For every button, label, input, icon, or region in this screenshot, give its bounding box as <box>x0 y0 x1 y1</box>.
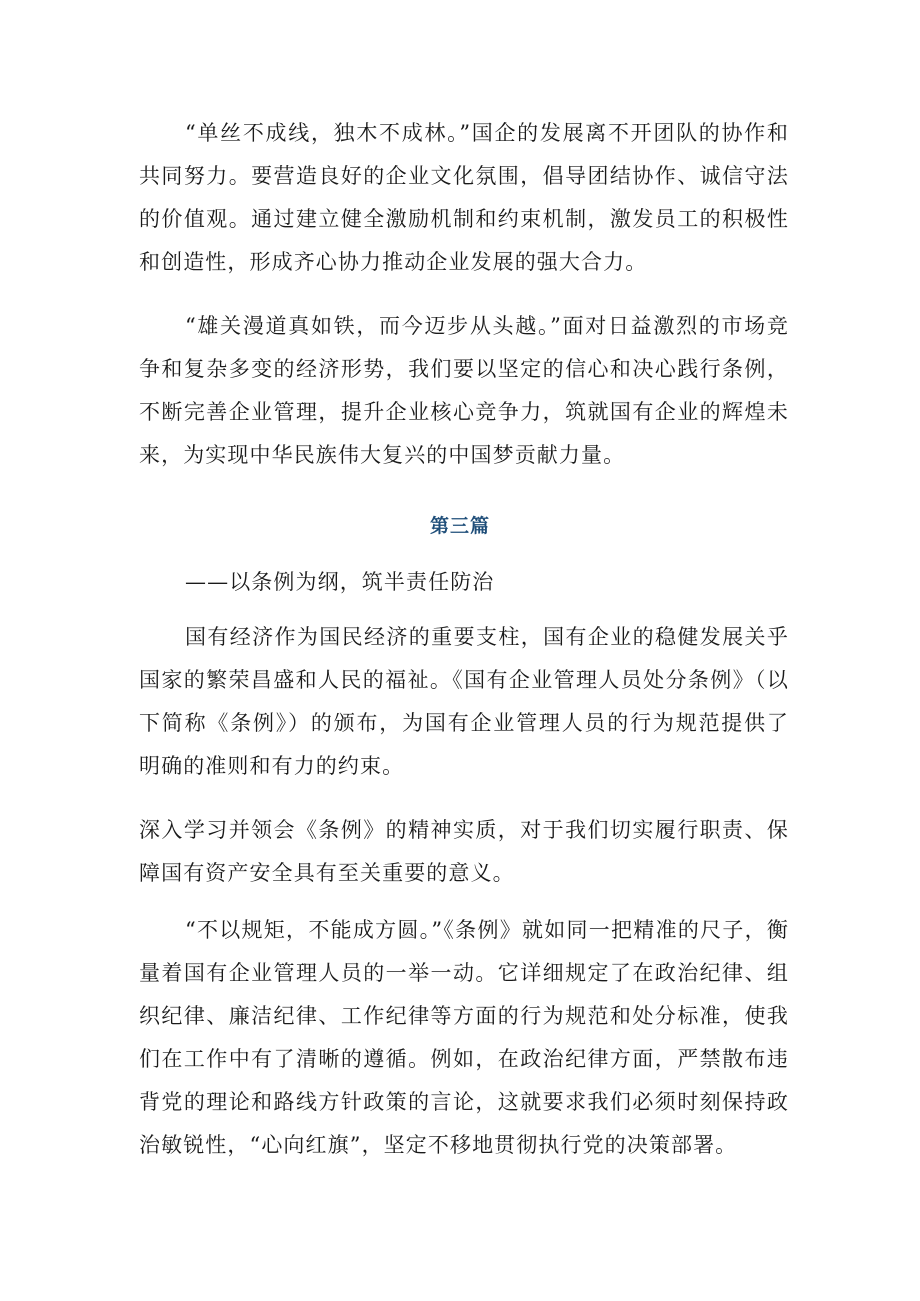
section-heading: 第三篇 <box>429 515 490 537</box>
paragraph-team-cooperation: “单丝不成线，独木不成林。”国企的发展离不开团队的协作和共同努力。要营造良好的企业文化氛围，倡导团结协作、诚信守法的价值观。通过建立健全激励机制和约束机制，激发员工的积极性和创造性，形成齐心协力推动企业发展的强大合力。 <box>139 121 789 274</box>
paragraph-study-regulation: 深入学习并领会《条例》的精神实质，对于我们切实履行职责、保障国有资产安全具有至关重要的意义。 <box>139 818 789 885</box>
paragraph-market-competition: “雄关漫道真如铁，而今迈步从头越。”面对日益激烈的市场竞争和复杂多变的经济形势，我们要以坚定的信心和决心践行条例，不断完善企业管理，提升企业核心竞争力，筑就国有企业的辉煌未来，为实现中华民族伟大复兴的中国梦贡献力量。 <box>139 314 789 467</box>
paragraph-rules-standards: “不以规矩，不能成方圆。”《条例》就如同一把精准的尺子，衡量着国有企业管理人员的一举一动。它详细规定了在政治纪律、组织纪律、廉洁纪律、工作纪律等方面的行为规范和处分标准，使我们在工作中有了清晰的遵循。例如，在政治纪律方面，严禁散布违背党的理论和路线方针政策的言论，这就要求我们必须时刻保持政治敏锐性，“心向红旗”，坚定不移地贯彻执行党的决策部署。 <box>139 918 789 1157</box>
paragraph-state-economy: 国有经济作为国民经济的重要支柱，国有企业的稳健发展关乎国家的繁荣昌盛和人民的福祉。《国有企业管理人员处分条例》（以下简称《条例》）的颁布，为国有企业管理人员的行为规范提供了明确的准则和有力的约束。 <box>139 625 789 778</box>
section-subtitle: ——以条例为纲，筑半责任防治 <box>185 570 495 594</box>
